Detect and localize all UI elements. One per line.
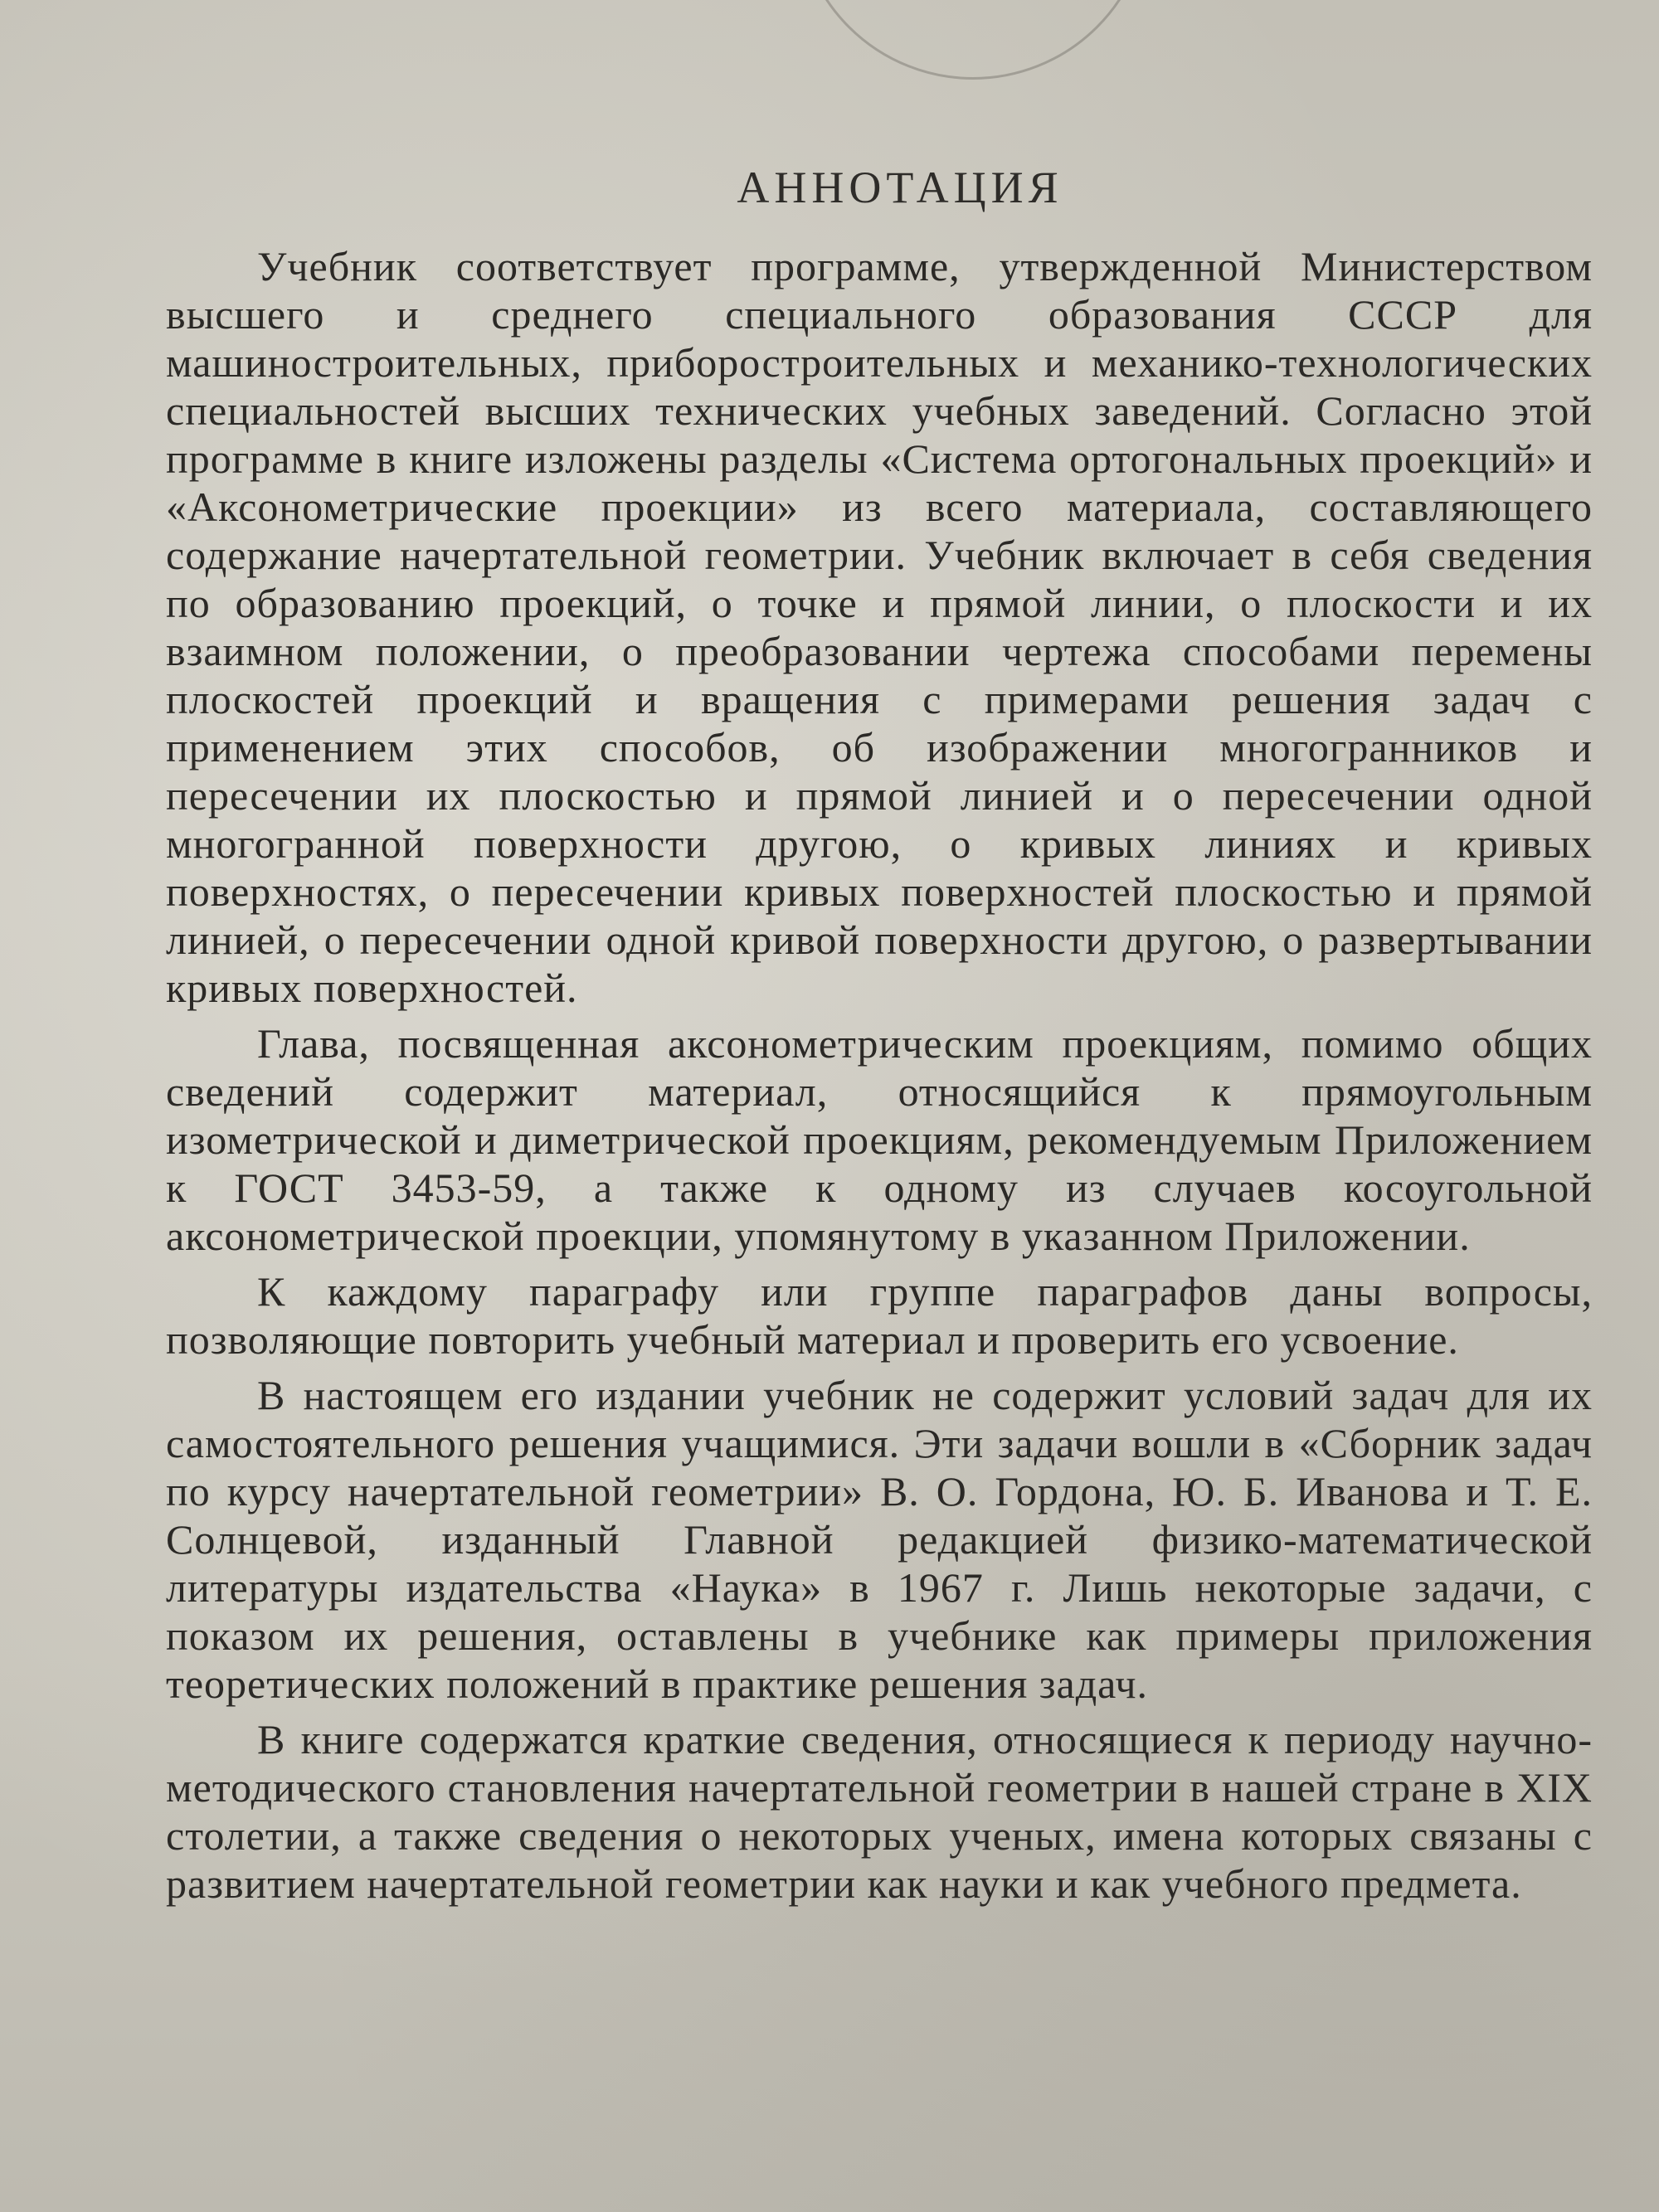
annotation-body: [166, 242, 1593, 1915]
paragraph-5: В книге содержатся краткие сведения, относящиеся к периоду научно-методического становления начертательной геометрии в нашей стране в XIX столетии, а также сведения о некоторых ученых, имена которых связаны с развитием начертательной геометрии как науки и как учебного предмета.: [166, 1716, 1593, 1907]
paragraph-2: Глава, посвященная аксонометрическим проекциям, помимо общих сведений содержит материал, относящийся к прямоугольным изометрической и диметрической проекциям, рекомендуемым Приложением к ГОСТ 3453-59, а также к одному из случаев косоугольной аксонометрической проекции, упомянутому в указанном Приложении.: [166, 1020, 1593, 1259]
library-stamp-arc: [796, 0, 1150, 80]
page-title: АННОТАЦИЯ: [737, 163, 1063, 212]
paragraph-4: В настоящем его издании учебник не содержит условий задач для их самостоятельного решения учащимися. Эти задачи вошли в «Сборник задач по курсу начертательной геометрии» В. О. Гордона, Ю. Б. Иванова и Т. Е. Солнцевой, изданный Главной редакцией физико-математической литературы издательства «Наука» в 1967 г. Лишь некоторые задачи, с показом их решения, оставлены в учебнике как примеры приложения теоретических положений в практике решения задач.: [166, 1372, 1593, 1707]
paragraph-1: Учебник соответствует программе, утвержденной Министерством высшего и среднего специального образования СССР для машиностроительных, приборостроительных и механико-технологических специальностей высших технических учебных заведений. Согласно этой программе в книге изложены разделы «Система ортогональных проекций» и «Аксонометрические проекции» из всего материала, составляющего содержание начертательной геометрии. Учебник включает в себя сведения по образованию проекций, о точке и прямой линии, о плоскости и их взаимном положении, о преобразовании чертежа способами перемены плоскостей проекций и вращения с примерами решения задач с применением этих способов, об изображении многогранников и пересечении их плоскостью и прямой линией и о пересечении одной многогранной поверхности другою, о кривых линиях и кривых поверхностях, о пересечении кривых поверхностей плоскостью и прямой линией, о пересечении одной кривой поверхности другою, о развертывании кривых поверхностей.: [166, 243, 1593, 1011]
paragraph-3: К каждому параграфу или группе параграфов даны вопросы, позволяющие повторить учебный материал и проверить его усвоение.: [166, 1268, 1593, 1363]
